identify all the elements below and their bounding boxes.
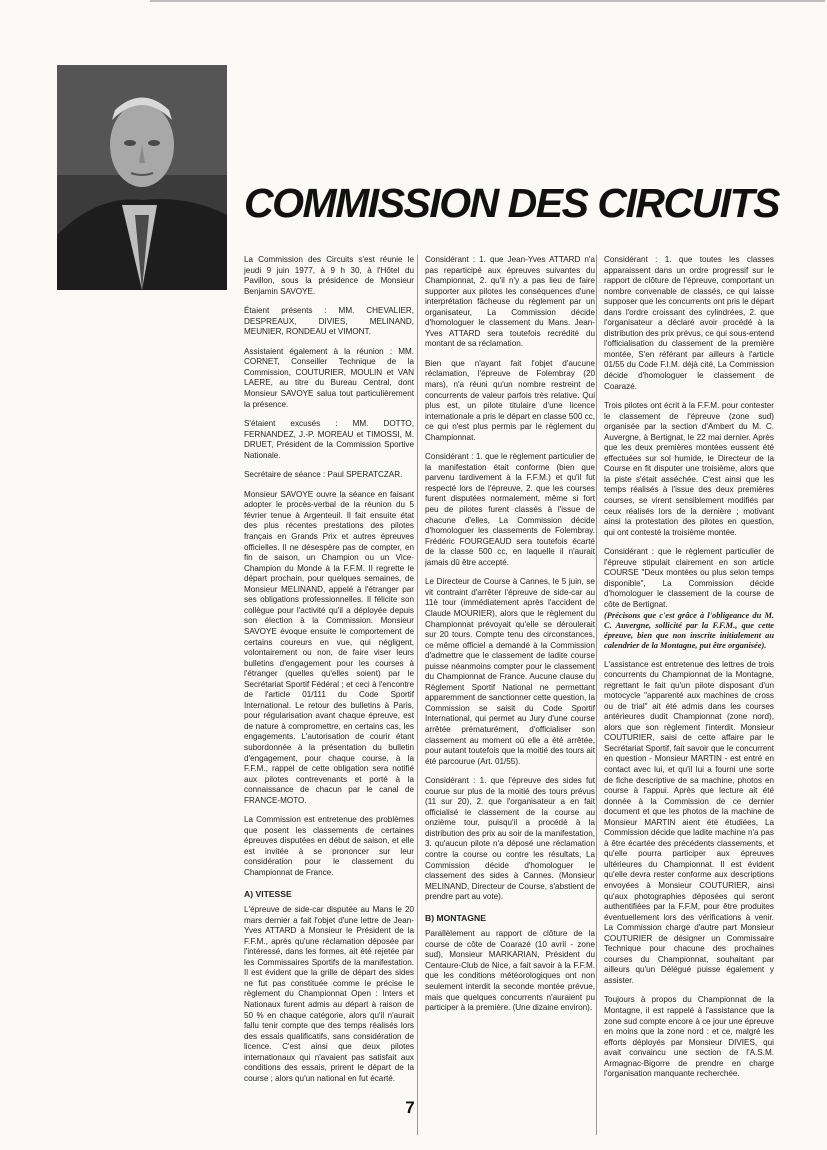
italic-note: (Précisons que c'est grâce à l'obligeance du M. C. Auvergne, sollicité par la F.F.M., que cette épreuve, bien que non inscrite initialement au calendrier de la Montagne, put être organisée). bbox=[604, 610, 774, 650]
paragraph: Considérant : 1. que le règlement particulier de la manifestation était conforme (bien que parvenu tardivement à la F.F.M.) et qu'il fut respecté lors de l'épreuve, 2. que les courses furent disputées normalement, même si fort peu de pilotes furent classés à l'issue de chacune d'elles, La Commission décide d'homologuer les classements de Folembray. Frédéric FOURGEAUD sera toutefois écarté de la classe 500 cc, en laquelle il n'aurait jamais dû être accepté. bbox=[425, 452, 595, 567]
page-number: 7 bbox=[405, 1098, 415, 1117]
paragraph: Bien que n'ayant fait l'objet d'aucune réclamation, l'épreuve de Folembray (20 mars), n'a réuni qu'un nombre restreint de concurrents de valeur parfois très relative. Qui plus est, un pilote titulaire d'une licence internationale a pris le départ en classe 500 cc, ce qui n'est plus permis par le règlement du Championnat. bbox=[425, 358, 595, 442]
paragraph: Considérant : 1. que l'épreuve des sides fut courue sur plus de la moitié des tours prévus (11 sur 20), 2. que l'organisateur a en fait officialisé le classement de la course au onzième tour, puisqu'il a procédé à la distribution des prix au soir de la manifestation, 3. qu'aucun pilote n'a déposé une réclamation contre la course ou contre les résultats, La Commission décide d'homologuer le classement des sides à Cannes. (Monsieur MELINAND, Directeur de Course, s'abstient de prendre part au vote). bbox=[425, 776, 595, 902]
paragraph: Considérant : que le règlement particulier de l'épreuve stipulait clairement en son article COURSE "Deux montées ou plus selon temps disponible", La Commission décide d'homologuer le classement de la course de côte de Bertignat. bbox=[604, 547, 774, 609]
paragraph: La Commission est entretenue des problèmes que posent les classements de certaines épreuves disputées en début de saison, et elle est invitée à se prononcer sur leur considération pour le classement du Championnat de France. bbox=[244, 815, 414, 877]
paragraph: Monsieur SAVOYE ouvre la séance en faisant adopter le procès-verbal de la réunion du 5 février tenue à Argenteuil. Il fait ensuite état des plus récentes prestations des pilotes français en Grands Prix et autres épreuves officielles. Il ne désespère pas de compter, en fin de saison, un Champion ou un Vice-Champion du Monde à la F.F.M. Il regrette le départ prochain, pour quelques semaines, de Monsieur MELINAND, appelé à l'étranger par ses obligations professionnelles. Il félicite son collègue pour l'activité qu'il a déployée depuis son élection à la Commission. Monsieur SAVOYE évoque ensuite le comportement de certains coureurs en vue, qui négligent, volontairement ou non, de faire viser leurs bulletins d'engagement pour les courses à l'étranger (quelles qu'elles soient) par le Secrétariat Sportif Fédéral ; et ceci à l'encontre de l'article 01/111 du Code Sportif International. Le retour des bulletins à Paris, pour régularisation avant chaque épreuve, est de nature à compromettre, en certains cas, les engagements. L'autorisation de courir étant subordonnée à la présentation du bulletin d'engagement, pour chaque course, à la F.F.M., rappel de cette obligation sera notifié aux pilotes contrevenants et porté à la connaissance de chacun par le canal de FRANCE-MOTO. bbox=[244, 489, 414, 805]
paragraph: L'assistance est entretenue des lettres de trois concurrents du Championnat de la Montagne, regrettant le fait qu'un pilote disposant d'un motocycle "apparenté aux machines de cross ou de trial" ait été admis dans les courses antérieures dudit Championnat (zone nord), alors que son règlement l'interdit. Monsieur COUTURIER, saisi de cette affaire par le Secrétariat Sportif, fait savoir que le concurrent en question - Monsieur MARTIN - est entré en contact avec lui, et qu'il lui a fourni une sorte de fiche descriptive de sa machine, photos en course à l'appui. Après que lecture ait été donnée à la Commission de ce dernier document et que les photos de la machine de Monsieur MARTIN aient été étudiées, La Commission décide que ladite machine n'a pas à être écartée des précédents classements, et qu'elle pourra participer aux épreuves ultérieures du Championnat. Il est évident qu'elle devra rester conforme aux descriptions envoyées à Monsieur COUTURIER, ainsi qu'aux photographies déposées qui seront authentifiées par la F.F.M, pour être produites éventuellement lors des vérifications à venir. La Commission charge d'autre part Monsieur COUTURIER de désigner un Commissaire Technique pour chacune des prochaines courses du Championnat, souhaitant par ailleurs qu'un Délégué puisse également y assister. bbox=[604, 659, 774, 985]
column-divider bbox=[596, 255, 597, 1135]
section-heading: B) MONTAGNE bbox=[425, 912, 486, 923]
paragraph: Assistaient également à la réunion : MM. CORNET, Conseiller Technique de la Commission, COUTURIER, MOULIN et VAN LAERE, au titre du Bureau Central, dont Monsieur SAVOYE salua tout particulièrement la présence. bbox=[244, 346, 414, 409]
column-2 bbox=[425, 255, 595, 1023]
paragraph: Toujours à propos du Championnat de la Montagne, il est rappelé à l'assistance que la zone sud compte encore à ce jour une épreuve en moins que la zone nord : et ce, malgré les efforts déployés par Monsieur DIVIES, qui avait convaincu une section de l'A.S.M. Armagnac-Bigorre de prendre en charge l'organisation manquante recherchée. bbox=[604, 995, 774, 1079]
paragraph: L'épreuve de side-car disputée au Mans le 20 mars dernier a fait l'objet d'une lettre de Jean-Yves ATTARD à Monsieur le Président de la F.F.M., après qu'une réclamation déposée par l'intéressé, dans les formes, ait été rejetée par les Commissaires Sportifs de la manifestation. Il est évident que la grille de départ des sides ne fut pas constituée comme le précise le règlement du Championnat Open : Inters et Nationaux furent admis au départ à raison de 50 % en chaque catégorie, alors qu'il n'aurait fallu tenir compte que des temps réalisés lors des essais qualificatifs, sans considération de licence. C'est ainsi que deux pilotes internationaux qui n'avaient pas satisfait aux conditions des essais, prirent le départ de la course ; alors qu'un national en fut écarté. bbox=[244, 905, 414, 1083]
page-title: COMMISSION DES CIRCUITS bbox=[244, 180, 779, 226]
paragraph: S'étaient excusés : MM. DOTTO, FERNANDEZ, J.-P. MOREAU et TIMOSSI, M. DRUET, Président de la Commission Sportive Nationale. bbox=[244, 419, 414, 460]
paragraph: Considérant : 1. que toutes les classes apparaissent dans un ordre progressif sur le rapport de clôture de l'épreuve, comportant un nombre convenable de classés, ce qui laisse supposer que les concurrents ont pris le départ dans l'ordre croissant des cylindrées, 2. que l'organisateur a déclaré avoir procédé à la distribution des prix prévus, ce qui sous-entend l'officialisation du classement de la première montée, S'en référant par ailleurs à l'article 01/55 du Code F.I.M. déjà cité, La Commission décide d'homologuer le classement de Coarazé. bbox=[604, 255, 774, 391]
paragraph: Considérant : 1. que Jean-Yves ATTARD n'a pas reparticipé aux épreuves suivantes du Championnat, 2. qu'il n'y a pas lieu de faire supporter aux pilotes les conséquences d'une interprétation fâcheuse du règlement par un organisateur, La Commission décide d'homologuer le classement du Mans. Jean-Yves ATTARD sera toutefois recrédité du montant de sa réclamation. bbox=[425, 255, 595, 349]
column-1 bbox=[244, 255, 414, 1093]
portrait-photo bbox=[57, 65, 227, 290]
paragraph: Étaient présents : MM. CHEVALIER, DESPREAUX, DIVIES, MELINAND, MEUNIER, RONDEAU et VIMONT. bbox=[244, 306, 414, 337]
section-heading: A) VITESSE bbox=[244, 888, 292, 899]
column-divider bbox=[417, 255, 418, 1135]
paragraph: La Commission des Circuits s'est réunie le jeudi 9 juin 1977, à 9 h 30, à l'Hôtel du Pavillon, sous la présidence de Monsieur Benjamin SAVOYE. bbox=[244, 255, 414, 296]
paragraph: Trois pilotes ont écrit à la F.F.M. pour contester le classement de l'épreuve (zone sud) organisée par la section d'Ambert du M. C. Auvergne, à Bertignat, le 22 mai dernier. Après que les deux premières montées eussent été effectuées sur sol humide, le Directeur de la Course en fit disputer une troisième, alors que la piste s'était asséchée. C'est ainsi que les temps réalisés à l'issue des deux premières courses, se virent sensiblement modifiés par ceux réalisés lors de la dernière ; motivant ainsi la protestation des pilotes en question, qui ont contesté la troisième montée. bbox=[604, 401, 774, 537]
paragraph: Secrétaire de séance : Paul SPERATCZAR. bbox=[244, 470, 403, 480]
top-rule bbox=[150, 0, 825, 2]
paragraph: Le Directeur de Course à Cannes, le 5 juin, se vit contraint d'arrêter l'épreuve de side-car au 11è tour (immédiatement après l'accident de Claude MOURIER), alors que le règlement du Championnat prévoyait qu'elle se déroulerait sur 20 tours. Compte tenu des circonstances, ce même officiel a demandé à la Commission d'admettre que le classement de ladite course puisse néanmoins compter pour le classement du Championnat de France. Aucune clause du Règlement Sportif National ne permettant apparemment de sanctionner cette question, la Commission se saisit du Code Sportif International, qui permet au Jury d'une course arrêtée prématurément, d'officialiser son classement au moment où elle a été arrêtée, pour autant toutefois que la moitié des tours ait été parcourue (Art. 01/55). bbox=[425, 577, 595, 766]
column-3 bbox=[604, 255, 774, 1089]
paragraph: Parallèlement au rapport de clôture de la course de côte de Coarazé (10 avril - zone sud), Monsieur MARKARIAN, Président du Centaure-Club de Nice, a fait savoir à la F.F.M. que les conditions météorologiques ont non seulement interdit la seconde montée prévue, mais que quelques concurrents n'auraient pu participer à la première. (Une dizaine environ). bbox=[425, 929, 595, 1013]
